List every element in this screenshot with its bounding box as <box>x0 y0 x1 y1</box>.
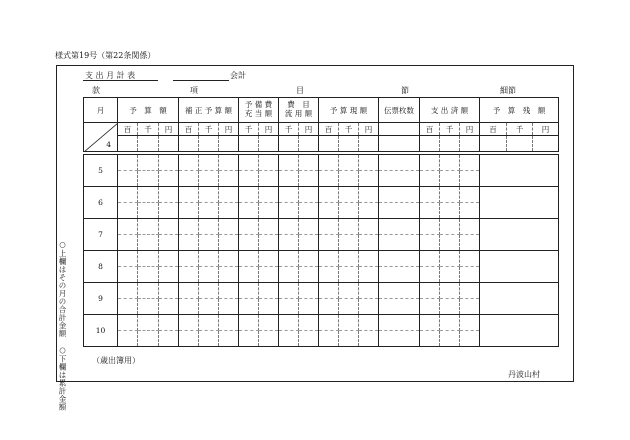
amount-cell <box>199 219 219 235</box>
amount-cell <box>440 267 460 283</box>
amount-cell <box>460 187 480 203</box>
unit-en: 円 <box>460 123 480 136</box>
amount-cell <box>379 219 420 235</box>
amount-cell <box>440 219 460 235</box>
amount-cell <box>359 331 379 347</box>
amount-cell <box>259 299 279 315</box>
amount-cell <box>179 235 199 251</box>
unit-en: 円 <box>159 123 179 136</box>
amount-cell <box>359 299 379 315</box>
amount-cell <box>339 171 359 187</box>
unit-hyaku: 百 <box>118 123 138 136</box>
amount-cell <box>259 235 279 251</box>
header-budget: 予 算 額 <box>118 98 179 123</box>
amount-cell <box>339 267 359 283</box>
amount-cell <box>138 171 159 187</box>
unit-hyaku: 百 <box>480 123 507 136</box>
amount-cell <box>339 155 359 171</box>
amount-cell <box>118 155 138 171</box>
month-label: 6 <box>84 187 118 219</box>
amount-cell <box>460 219 480 235</box>
unit-row <box>84 123 559 136</box>
amount-cell <box>179 203 199 219</box>
amount-cell <box>138 315 159 331</box>
amount-cell <box>239 331 259 347</box>
amount-cell <box>460 267 480 283</box>
header-revised-budget: 補 正 予 算 額 <box>179 98 239 123</box>
unit-sen: 千 <box>339 123 359 136</box>
amount-cell <box>440 331 460 347</box>
month-row-upper <box>84 155 559 171</box>
amount-cell <box>199 203 219 219</box>
amount-cell <box>299 251 319 267</box>
amount-cell <box>118 251 138 267</box>
amount-cell <box>299 235 319 251</box>
amount-cell <box>138 219 159 235</box>
amount-cell <box>339 251 359 267</box>
diagonal-cell <box>84 123 118 152</box>
amount-cell <box>420 315 440 331</box>
amount-cell <box>199 155 219 171</box>
amount-cell <box>460 251 480 267</box>
amount-cell <box>239 187 259 203</box>
amount-cell <box>118 187 138 203</box>
balance-cell <box>480 155 559 187</box>
amount-cell <box>319 331 339 347</box>
unit-en: 円 <box>259 123 279 136</box>
month-row-upper <box>84 219 559 235</box>
amount-cell <box>420 251 440 267</box>
amount-cell <box>440 299 460 315</box>
amount-cell <box>279 315 299 331</box>
month-label: 4 <box>106 140 111 149</box>
amount-cell <box>279 219 299 235</box>
amount-cell <box>319 283 339 299</box>
header-transfer: 費 目 流 用 額 <box>279 98 319 123</box>
amount-cell <box>159 235 179 251</box>
amount-cell <box>420 283 440 299</box>
amount-cell <box>420 235 440 251</box>
amount-cell <box>420 299 440 315</box>
month-rows <box>84 155 559 347</box>
amount-cell <box>440 283 460 299</box>
unit-en: 円 <box>299 123 319 136</box>
amount-cell <box>359 235 379 251</box>
amount-cell <box>138 251 159 267</box>
amount-cell <box>379 267 420 283</box>
amount-cell <box>359 187 379 203</box>
amount-cell <box>379 187 420 203</box>
unit-sen: 千 <box>507 123 533 136</box>
amount-cell <box>199 267 219 283</box>
amount-cell <box>339 187 359 203</box>
amount-cell <box>118 171 138 187</box>
account-name-line <box>173 80 229 81</box>
header-paid: 支 出 済 額 <box>420 98 480 123</box>
amount-cell <box>359 315 379 331</box>
amount-cell <box>159 155 179 171</box>
amount-cell <box>138 187 159 203</box>
amount-cell <box>319 203 339 219</box>
unit-sen: 千 <box>279 123 299 136</box>
amount-cell <box>299 283 319 299</box>
amount-cell <box>460 155 480 171</box>
amount-cell <box>239 267 259 283</box>
amount-cell <box>159 283 179 299</box>
unit-sen: 千 <box>199 123 219 136</box>
amount-cell <box>259 331 279 347</box>
unit-en: 円 <box>359 123 379 136</box>
header-balance: 予 算 残 額 <box>480 98 559 123</box>
amount-cell <box>379 171 420 187</box>
amount-cell <box>199 315 219 331</box>
amount-cell <box>199 251 219 267</box>
amount-cell <box>299 187 319 203</box>
amount-cell <box>460 203 480 219</box>
category-kou: 項 <box>190 86 198 95</box>
amount-cell <box>379 315 420 331</box>
category-saisetsu: 細節 <box>500 86 516 95</box>
account-label: 会計 <box>230 71 246 80</box>
amount-cell <box>339 219 359 235</box>
diagonal-line <box>84 123 118 152</box>
amount-cell <box>239 251 259 267</box>
header-slip-count: 伝票枚数 <box>379 98 420 123</box>
amount-cell <box>420 331 440 347</box>
amount-cell <box>199 187 219 203</box>
amount-cell <box>118 219 138 235</box>
amount-cell <box>219 315 239 331</box>
amount-cell <box>279 203 299 219</box>
amount-cell <box>279 299 299 315</box>
amount-cell <box>440 155 460 171</box>
column-header-row <box>84 98 559 123</box>
amount-cell <box>359 219 379 235</box>
amount-cell <box>138 331 159 347</box>
amount-cell <box>219 187 239 203</box>
amount-cell <box>239 203 259 219</box>
amount-cell <box>179 315 199 331</box>
amount-cell <box>199 331 219 347</box>
unit-en: 円 <box>533 123 559 136</box>
unit-en: 円 <box>219 123 239 136</box>
amount-cell <box>339 315 359 331</box>
balance-cell <box>480 187 559 219</box>
unit-sen: 千 <box>138 123 159 136</box>
month-label: 7 <box>84 219 118 251</box>
amount-cell <box>138 283 159 299</box>
amount-cell <box>299 203 319 219</box>
amount-cell <box>118 331 138 347</box>
unit-sen: 千 <box>440 123 460 136</box>
amount-cell <box>279 171 299 187</box>
amount-cell <box>460 331 480 347</box>
month-row-upper <box>84 251 559 267</box>
amount-cell <box>359 203 379 219</box>
amount-cell <box>379 283 420 299</box>
amount-cell <box>299 267 319 283</box>
amount-cell <box>159 219 179 235</box>
unit-sen: 千 <box>239 123 259 136</box>
amount-cell <box>138 203 159 219</box>
amount-cell <box>259 187 279 203</box>
amount-cell <box>239 235 259 251</box>
amount-cell <box>219 331 239 347</box>
amount-cell <box>219 267 239 283</box>
header-current-budget: 予 算 現 額 <box>319 98 379 123</box>
amount-cell <box>299 171 319 187</box>
amount-cell <box>339 299 359 315</box>
amount-cell <box>219 235 239 251</box>
amount-cell <box>420 267 440 283</box>
amount-cell <box>159 171 179 187</box>
month-row-4 <box>84 136 559 152</box>
amount-cell <box>440 235 460 251</box>
amount-cell <box>259 155 279 171</box>
amount-cell <box>279 267 299 283</box>
amount-cell <box>118 283 138 299</box>
amount-cell <box>179 331 199 347</box>
amount-cell <box>118 203 138 219</box>
month-row-upper <box>84 283 559 299</box>
category-setsu: 節 <box>401 86 409 95</box>
side-note: ○上欄はその月の合計金額 ○下欄は累計金額 <box>58 240 67 411</box>
amount-cell <box>138 267 159 283</box>
amount-cell <box>199 299 219 315</box>
unit-blank <box>379 123 420 136</box>
amount-cell <box>299 219 319 235</box>
amount-cell <box>299 331 319 347</box>
amount-cell <box>359 171 379 187</box>
amount-cell <box>420 187 440 203</box>
amount-cell <box>379 155 420 171</box>
month-label: 8 <box>84 251 118 283</box>
amount-cell <box>259 283 279 299</box>
amount-cell <box>279 155 299 171</box>
form-title: 様式第19号（第22条関係） <box>55 51 156 60</box>
amount-cell <box>259 315 279 331</box>
amount-cell <box>460 283 480 299</box>
amount-cell <box>219 219 239 235</box>
amount-cell <box>199 171 219 187</box>
amount-cell <box>259 171 279 187</box>
form-heading: 支 出 月 計 表 <box>85 71 136 80</box>
amount-cell <box>460 171 480 187</box>
amount-cell <box>359 251 379 267</box>
header-reserve: 予 備 費 充 当 額 <box>239 98 279 123</box>
amount-cell <box>420 203 440 219</box>
category-kan: 款 <box>92 86 100 95</box>
amount-cell <box>138 299 159 315</box>
category-moku: 目 <box>296 86 304 95</box>
amount-cell <box>118 299 138 315</box>
amount-cell <box>379 251 420 267</box>
amount-cell <box>299 155 319 171</box>
amount-cell <box>279 331 299 347</box>
amount-cell <box>319 187 339 203</box>
amount-cell <box>460 315 480 331</box>
amount-cell <box>219 155 239 171</box>
amount-cell <box>219 299 239 315</box>
amount-cell <box>279 187 299 203</box>
balance-cell <box>480 219 559 251</box>
amount-cell <box>118 267 138 283</box>
amount-cell <box>460 299 480 315</box>
amount-cell <box>239 219 259 235</box>
monthly-expenditure-table <box>83 97 559 152</box>
amount-cell <box>440 251 460 267</box>
amount-cell <box>379 331 420 347</box>
amount-cell <box>239 283 259 299</box>
village-name: 丹波山村 <box>508 370 540 379</box>
month-label: 10 <box>84 315 118 347</box>
amount-cell <box>259 251 279 267</box>
amount-cell <box>118 235 138 251</box>
amount-cell <box>179 187 199 203</box>
amount-cell <box>179 283 199 299</box>
balance-cell <box>480 283 559 315</box>
footer-note: （歳出簿用） <box>92 356 140 365</box>
balance-cell <box>480 315 559 347</box>
amount-cell <box>219 283 239 299</box>
amount-cell <box>118 315 138 331</box>
unit-hyaku: 百 <box>179 123 199 136</box>
amount-cell <box>179 219 199 235</box>
amount-cell <box>379 299 420 315</box>
amount-cell <box>159 187 179 203</box>
amount-cell <box>440 171 460 187</box>
amount-cell <box>239 155 259 171</box>
amount-cell <box>319 171 339 187</box>
amount-cell <box>138 155 159 171</box>
amount-cell <box>179 251 199 267</box>
header-month: 月 <box>84 98 118 123</box>
amount-cell <box>199 283 219 299</box>
amount-cell <box>159 299 179 315</box>
amount-cell <box>138 235 159 251</box>
amount-cell <box>299 315 319 331</box>
month-row-upper <box>84 315 559 331</box>
amount-cell <box>239 315 259 331</box>
amount-cell <box>440 315 460 331</box>
amount-cell <box>239 171 259 187</box>
amount-cell <box>219 171 239 187</box>
amount-cell <box>420 219 440 235</box>
unit-hyaku: 百 <box>420 123 440 136</box>
unit-hyaku: 百 <box>319 123 339 136</box>
heading-underline <box>83 80 158 81</box>
amount-cell <box>359 267 379 283</box>
amount-cell <box>199 235 219 251</box>
amount-cell <box>319 219 339 235</box>
amount-cell <box>440 203 460 219</box>
amount-cell <box>179 171 199 187</box>
amount-cell <box>319 299 339 315</box>
amount-cell <box>339 203 359 219</box>
amount-cell <box>460 235 480 251</box>
amount-cell <box>159 203 179 219</box>
amount-cell <box>359 283 379 299</box>
balance-cell <box>480 251 559 283</box>
amount-cell <box>299 299 319 315</box>
amount-cell <box>279 283 299 299</box>
amount-cell <box>420 155 440 171</box>
amount-cell <box>159 315 179 331</box>
amount-cell <box>319 267 339 283</box>
amount-cell <box>219 251 239 267</box>
month-label: 5 <box>84 155 118 187</box>
amount-cell <box>339 283 359 299</box>
amount-cell <box>440 187 460 203</box>
amount-cell <box>339 331 359 347</box>
amount-cell <box>259 267 279 283</box>
amount-cell <box>319 315 339 331</box>
amount-cell <box>179 267 199 283</box>
amount-cell <box>159 251 179 267</box>
amount-cell <box>159 267 179 283</box>
amount-cell <box>279 251 299 267</box>
amount-cell <box>319 155 339 171</box>
amount-cell <box>279 235 299 251</box>
amount-cell <box>359 155 379 171</box>
month-row-upper <box>84 187 559 203</box>
amount-cell <box>179 155 199 171</box>
month-label: 9 <box>84 283 118 315</box>
amount-cell <box>319 235 339 251</box>
amount-cell <box>159 331 179 347</box>
amount-cell <box>259 203 279 219</box>
amount-cell <box>379 235 420 251</box>
amount-cell <box>339 235 359 251</box>
amount-cell <box>219 203 239 219</box>
amount-cell <box>239 299 259 315</box>
amount-cell <box>420 171 440 187</box>
amount-cell <box>179 299 199 315</box>
amount-cell <box>319 251 339 267</box>
monthly-rows-table <box>83 154 559 347</box>
amount-cell <box>259 219 279 235</box>
amount-cell <box>379 203 420 219</box>
